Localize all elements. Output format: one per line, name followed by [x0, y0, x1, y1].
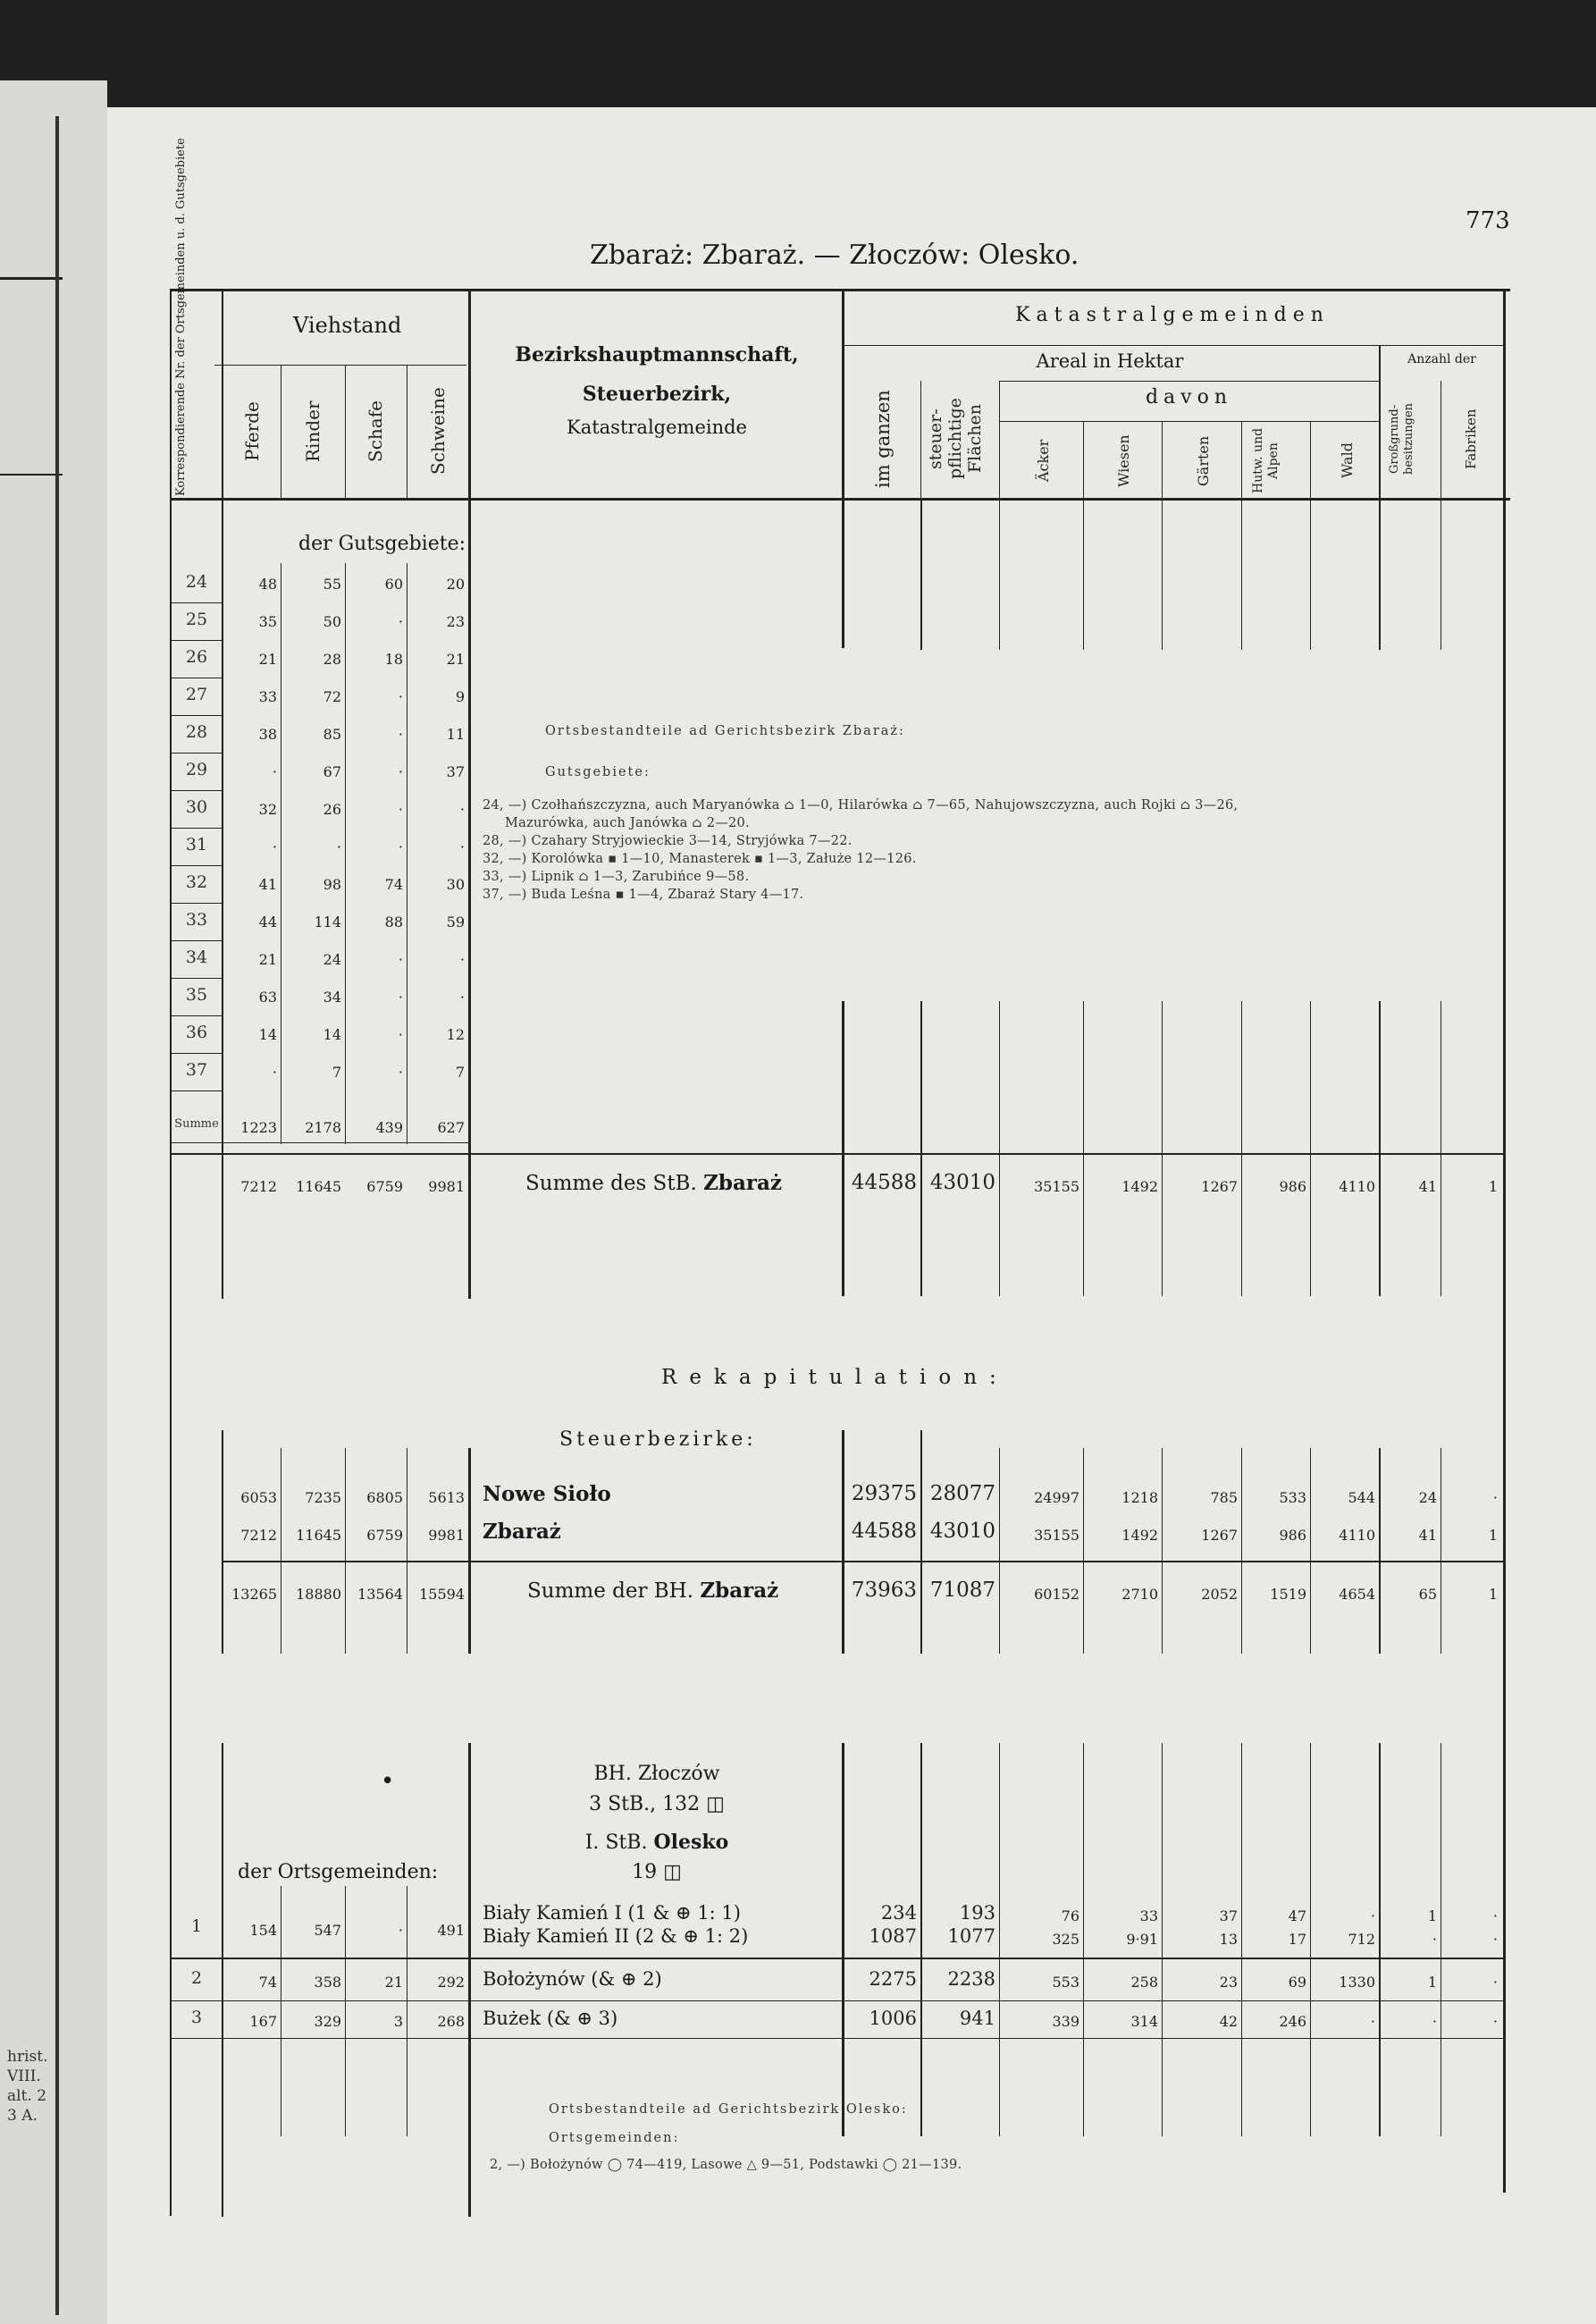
- col-header-steuer: steuer-pflichtige Flächen: [926, 398, 985, 480]
- cell-pferde: 33: [258, 688, 277, 705]
- col-header-hutw: Hutw. und Alpen: [1251, 427, 1281, 494]
- cell-schafe: 21: [384, 1974, 403, 1991]
- row-nr: 2: [190, 1968, 203, 1988]
- col-header-bez2: Steuerbezirk,: [582, 383, 732, 406]
- row-nr: 25: [185, 610, 208, 629]
- cell-schafe: ·: [398, 1026, 403, 1043]
- cell-wiesen: 1218: [1121, 1489, 1158, 1506]
- cell-fabriken: ·: [1492, 1489, 1498, 1506]
- gemeinde-name: Bużek (& ⊕ 3): [483, 2008, 618, 2029]
- cell-fabriken: ·: [1492, 1907, 1498, 1924]
- cell-rinder: 85: [323, 726, 341, 743]
- cell-pferde: 1223: [240, 1119, 277, 1136]
- col-header-bez1: Bezirkshauptmannschaft,: [515, 343, 799, 366]
- cell-schafe: ·: [398, 801, 403, 818]
- cell-wiesen: 1492: [1121, 1527, 1158, 1544]
- cell-schafe: 18: [384, 651, 403, 668]
- cell-rinder: 14: [323, 1026, 341, 1043]
- section-gutsgebiete: der Gutsgebiete:: [298, 533, 466, 555]
- cell-schafe: 60: [384, 576, 403, 593]
- ortsbest-line: 32, —) Korolówka ▪ 1—10, Manasterek ▪ 1—3, Załuże 12—126.: [483, 852, 917, 866]
- row-nr: 28: [185, 722, 208, 742]
- row-nr: 32: [185, 872, 208, 892]
- cell-gaerten: 13: [1219, 1931, 1238, 1948]
- cell-fabriken: ·: [1492, 1931, 1498, 1948]
- summe-stb-gross: 41: [1418, 1178, 1437, 1195]
- cell-schweine: 491: [437, 1922, 465, 1939]
- cell-schweine: 11: [446, 726, 465, 743]
- document-page: [107, 107, 1596, 2324]
- row-nr: 26: [185, 647, 208, 667]
- ortsbest-line: Mazurówka, auch Janówka ⌂ 2—20.: [505, 816, 750, 830]
- summe-bh-pferde: 13265: [231, 1586, 277, 1603]
- cell-pferde: 7212: [240, 1527, 277, 1544]
- cell-schweine: 12: [446, 1026, 465, 1043]
- cell-rinder: 11645: [296, 1527, 341, 1544]
- ortsbest2-sub: Ortsgemeinden:: [549, 2131, 680, 2145]
- summe-stb-wiesen: 1492: [1121, 1178, 1158, 1195]
- cell-gross: ·: [1432, 2013, 1437, 2030]
- row-divider: [170, 903, 222, 904]
- previous-page-edge: [0, 80, 107, 2324]
- bh-stb-count: 3 StB., 132 ◫: [589, 1793, 725, 1815]
- cell-hutw: 47: [1288, 1907, 1306, 1924]
- ortsbest2-heading: Ortsbestandteile ad Gerichtsbezirk Olesko:: [549, 2102, 908, 2117]
- cell-rinder: 28: [323, 651, 341, 668]
- cell-rinder: 2178: [305, 1119, 341, 1136]
- cell-gross: 1: [1427, 1974, 1437, 1991]
- col-header-im-ganzen: im ganzen: [872, 390, 894, 488]
- cell-fabriken: ·: [1492, 1974, 1498, 1991]
- row-divider: [170, 753, 222, 754]
- cell-wiesen: 9·91: [1126, 1931, 1158, 1948]
- summe-stb-schweine: 9981: [428, 1178, 465, 1195]
- row-nr: 24: [185, 572, 208, 592]
- cell-schweine: 627: [437, 1119, 465, 1136]
- cell-hutw: 69: [1288, 1974, 1306, 1991]
- cell-steuer: 2238: [947, 1968, 995, 1990]
- cell-pferde: 44: [258, 914, 277, 930]
- cell-gross: 41: [1418, 1527, 1437, 1544]
- ortsbest-line: 37, —) Buda Leśna ▪ 1—4, Zbaraż Stary 4—17.: [483, 888, 804, 902]
- summe-bh-gaerten: 2052: [1201, 1586, 1238, 1603]
- cell-rinder: ·: [336, 838, 341, 855]
- cell-fabriken: ·: [1492, 2013, 1498, 2030]
- stb-olesko-count: 19 ◫: [632, 1861, 682, 1883]
- margin-note: hrist. VIII. alt. 2 3 A.: [7, 2048, 48, 2125]
- ortsbest-line: 33, —) Lipnik ⌂ 1—3, Zarubińce 9—58.: [483, 870, 750, 884]
- row-nr: 33: [185, 910, 208, 930]
- cell-aecker: 553: [1052, 1974, 1079, 1991]
- cell-pferde: 41: [258, 876, 277, 893]
- cell-pferde: 35: [258, 613, 277, 630]
- cell-wald: 1330: [1339, 1974, 1375, 1991]
- cell-schweine: ·: [459, 801, 465, 818]
- col-header-areal: Areal in Hektar: [1036, 350, 1184, 372]
- col-header-fabriken: Fabriken: [1463, 408, 1479, 469]
- cell-pferde: 38: [258, 726, 277, 743]
- cell-rinder: 7235: [305, 1489, 341, 1506]
- cell-schweine: 23: [446, 613, 465, 630]
- cell-pferde: 21: [258, 651, 277, 668]
- steuerbezirke-heading: Steuerbezirke:: [559, 1428, 757, 1451]
- cell-steuer: 941: [959, 2008, 995, 2029]
- section-ortsgemeinden: der Ortsgemeinden:: [238, 1861, 439, 1883]
- cell-schweine: 21: [446, 651, 465, 668]
- bullet-mark: •: [381, 1768, 395, 1795]
- summe-bh-aecker: 60152: [1034, 1586, 1079, 1603]
- cell-aecker: 76: [1061, 1907, 1079, 1924]
- col-header-nr: Korrespondierende Nr. der Ortsgemeinden u. d. Gutsgebiete: [174, 138, 188, 496]
- cell-schafe: ·: [398, 1922, 403, 1939]
- cell-gross: ·: [1432, 1931, 1437, 1948]
- gemeinde-name: Biały Kamień I (1 & ⊕ 1: 1): [483, 1902, 741, 1924]
- row-nr: 3: [190, 2008, 203, 2027]
- ortsbest-sub: Gutsgebiete:: [545, 765, 651, 779]
- cell-schafe: 6759: [366, 1527, 403, 1544]
- cell-schweine: 20: [446, 576, 465, 593]
- cell-schafe: 6805: [366, 1489, 403, 1506]
- cell-im-ganzen: 44588: [851, 1520, 917, 1543]
- summe-bh-schafe: 13564: [357, 1586, 403, 1603]
- col-header-katastral: Katastralgemeinden: [1015, 304, 1330, 326]
- row-divider: [170, 715, 222, 716]
- cell-aecker: 339: [1052, 2013, 1079, 2030]
- ortsbest2-line: 2, —) Bołożynów ◯ 74—419, Lasowe △ 9—51, Podstawki ◯ 21—139.: [490, 2158, 962, 2172]
- cell-schafe: ·: [398, 989, 403, 1006]
- cell-pferde: 32: [258, 801, 277, 818]
- cell-rinder: 7: [332, 1064, 341, 1081]
- summe-stb-hutw: 986: [1279, 1178, 1306, 1195]
- cell-schweine: ·: [459, 951, 465, 968]
- cell-pferde: 14: [258, 1026, 277, 1043]
- col-header-wiesen: Wiesen: [1115, 434, 1132, 487]
- cell-im-ganzen: 234: [880, 1902, 917, 1924]
- summe-stb-gaerten: 1267: [1201, 1178, 1238, 1195]
- cell-wald: 4110: [1339, 1527, 1375, 1544]
- cell-schweine: 9981: [428, 1527, 465, 1544]
- cell-wiesen: 314: [1130, 2013, 1158, 2030]
- cell-im-ganzen: 29375: [851, 1482, 917, 1505]
- cell-aecker: 325: [1052, 1931, 1079, 1948]
- cell-rinder: 329: [314, 2013, 341, 2030]
- cell-schweine: ·: [459, 838, 465, 855]
- cell-pferde: 63: [258, 989, 277, 1006]
- stb-olesko: I. StB. Olesko: [584, 1831, 729, 1854]
- ortsbest-line: 24, —) Czołhańszczyzna, auch Maryanówka ⌂ 1—0, Hilarówka ⌂ 7—65, Nahujowszczyzna, auch Rojki ⌂ 3—26,: [483, 798, 1239, 813]
- row-nr: 35: [185, 985, 208, 1005]
- row-divider: [170, 602, 222, 603]
- cell-rinder: 50: [323, 613, 341, 630]
- row-nr: 30: [185, 797, 208, 817]
- cell-rinder: 55: [323, 576, 341, 593]
- cell-hutw: 533: [1279, 1489, 1306, 1506]
- summe-bh-steuer: 71087: [929, 1579, 995, 1602]
- row-divider: [170, 865, 222, 866]
- cell-hutw: 986: [1279, 1527, 1306, 1544]
- col-header-pferde: Pferde: [241, 401, 263, 461]
- cell-schafe: ·: [398, 613, 403, 630]
- summe-bh-wald: 4654: [1339, 1586, 1375, 1603]
- cell-rinder: 114: [314, 914, 341, 930]
- steuerbezirk-name: Nowe Sioło: [483, 1482, 611, 1506]
- summe-bh-rinder: 18880: [296, 1586, 341, 1603]
- row-nr: 37: [185, 1060, 208, 1080]
- cell-pferde: 154: [249, 1922, 277, 1939]
- cell-schafe: 439: [375, 1119, 403, 1136]
- row-divider: [170, 1015, 222, 1016]
- steuerbezirk-name: Zbaraż: [483, 1520, 561, 1544]
- cell-gaerten: 785: [1210, 1489, 1238, 1506]
- cell-schafe: 3: [393, 2013, 403, 2030]
- cell-steuer: 1077: [947, 1925, 995, 1947]
- col-header-viehstand: Viehstand: [293, 313, 402, 338]
- cell-schafe: ·: [398, 951, 403, 968]
- cell-schafe: ·: [398, 726, 403, 743]
- cell-pferde: ·: [272, 1064, 277, 1081]
- row-divider: [170, 940, 222, 941]
- page-number: 773: [1466, 207, 1510, 234]
- summe-stb-pferde: 7212: [240, 1178, 277, 1195]
- cell-schweine: 37: [446, 763, 465, 780]
- cell-schweine: 292: [437, 1974, 465, 1991]
- row-nr: 27: [185, 685, 208, 704]
- cell-gross: 1: [1427, 1907, 1437, 1924]
- cell-hutw: 246: [1279, 2013, 1306, 2030]
- col-header-schafe: Schafe: [365, 400, 386, 462]
- cell-wald: ·: [1370, 1907, 1375, 1924]
- summe-stb-im-ganzen: 44588: [851, 1171, 917, 1194]
- row-divider: [170, 640, 222, 641]
- cell-rinder: 547: [314, 1922, 341, 1939]
- rekapitulation-heading: Rekapitulation:: [661, 1366, 1009, 1389]
- row-divider: [170, 1053, 222, 1054]
- cell-wald: ·: [1370, 2013, 1375, 2030]
- cell-rinder: 26: [323, 801, 341, 818]
- cell-pferde: 6053: [240, 1489, 277, 1506]
- summe-stb-steuer: 43010: [929, 1171, 995, 1194]
- summe-bh-schweine: 15594: [419, 1586, 465, 1603]
- summe-bh-label: Summe der BH. Zbaraż: [527, 1579, 779, 1603]
- summe-stb-aecker: 35155: [1034, 1178, 1079, 1195]
- row-divider: [170, 790, 222, 791]
- col-header-anzahl: Anzahl der: [1407, 352, 1476, 366]
- gemeinde-name: Bołożynów (& ⊕ 2): [483, 1968, 662, 1990]
- summe-stb-schafe: 6759: [366, 1178, 403, 1195]
- cell-rinder: 67: [323, 763, 341, 780]
- cell-wald: 544: [1348, 1489, 1375, 1506]
- cell-schweine: 30: [446, 876, 465, 893]
- cell-steuer: 43010: [929, 1520, 995, 1543]
- cell-pferde: 48: [258, 576, 277, 593]
- row-divider: [170, 828, 222, 829]
- cell-aecker: 24997: [1034, 1489, 1079, 1506]
- row-nr: 31: [185, 835, 208, 855]
- cell-wald: 712: [1348, 1931, 1375, 1948]
- col-header-bez3: Katastralgemeinde: [567, 417, 747, 438]
- cell-schafe: ·: [398, 838, 403, 855]
- cell-rinder: 98: [323, 876, 341, 893]
- cell-hutw: 17: [1288, 1931, 1306, 1948]
- cell-rinder: 34: [323, 989, 341, 1006]
- cell-wiesen: 33: [1139, 1907, 1158, 1924]
- cell-schweine: 268: [437, 2013, 465, 2030]
- cell-schafe: ·: [398, 1064, 403, 1081]
- cell-schafe: 74: [384, 876, 403, 893]
- cell-im-ganzen: 1087: [869, 1925, 917, 1947]
- cell-schafe: ·: [398, 763, 403, 780]
- cell-fabriken: 1: [1488, 1527, 1498, 1544]
- row-summe-label: Summe: [174, 1117, 219, 1131]
- row-nr: 1: [190, 1916, 203, 1936]
- summe-bh-hutw: 1519: [1270, 1586, 1306, 1603]
- bh-name: BH. Złoczów: [593, 1763, 720, 1785]
- summe-bh-fabriken: 1: [1488, 1586, 1498, 1603]
- page-title: Zbaraż: Zbaraż. — Złoczów: Olesko.: [590, 240, 1079, 271]
- cell-gaerten: 37: [1219, 1907, 1238, 1924]
- row-divider: [170, 1090, 222, 1091]
- cell-im-ganzen: 1006: [869, 2008, 917, 2029]
- cell-aecker: 35155: [1034, 1527, 1079, 1544]
- summe-bh-im-ganzen: 73963: [851, 1579, 917, 1602]
- cell-pferde: ·: [272, 763, 277, 780]
- summe-bh-gross: 65: [1418, 1586, 1437, 1603]
- row-nr: 36: [185, 1023, 208, 1042]
- col-header-davon: davon: [1145, 386, 1233, 408]
- cell-schweine: 9: [455, 688, 465, 705]
- col-header-gaerten: Gärten: [1195, 435, 1212, 486]
- cell-steuer: 193: [959, 1902, 995, 1924]
- cell-gaerten: 1267: [1201, 1527, 1238, 1544]
- cell-wiesen: 258: [1130, 1974, 1158, 1991]
- cell-schweine: ·: [459, 989, 465, 1006]
- cell-gaerten: 23: [1219, 1974, 1238, 1991]
- ortsbest-heading: Ortsbestandteile ad Gerichtsbezirk Zbaraż:: [545, 724, 905, 738]
- cell-schweine: 7: [455, 1064, 465, 1081]
- cell-steuer: 28077: [929, 1482, 995, 1505]
- summe-bh-wiesen: 2710: [1121, 1586, 1158, 1603]
- cell-rinder: 358: [314, 1974, 341, 1991]
- cell-schweine: 59: [446, 914, 465, 930]
- gemeinde-name: Biały Kamień II (2 & ⊕ 1: 2): [483, 1925, 749, 1947]
- col-header-wald: Wald: [1339, 442, 1356, 479]
- cell-pferde: 74: [258, 1974, 277, 1991]
- row-nr: 29: [185, 760, 208, 779]
- ortsbest-line: 28, —) Czahary Stryjowieckie 3—14, Stryjówka 7—22.: [483, 834, 853, 848]
- summe-stb-label: Summe des StB. Zbaraż: [525, 1171, 782, 1195]
- col-header-schweine: Schweine: [427, 387, 449, 476]
- cell-rinder: 24: [323, 951, 341, 968]
- summe-stb-fabriken: 1: [1488, 1178, 1498, 1195]
- cell-pferde: 21: [258, 951, 277, 968]
- summe-stb-wald: 4110: [1339, 1178, 1375, 1195]
- cell-gaerten: 42: [1219, 2013, 1238, 2030]
- row-nr: 34: [185, 947, 208, 967]
- cell-schafe: ·: [398, 688, 403, 705]
- summe-stb-rinder: 11645: [296, 1178, 341, 1195]
- col-header-aecker: Äcker: [1035, 439, 1052, 483]
- row-divider: [170, 978, 222, 979]
- cell-schafe: 88: [384, 914, 403, 930]
- cell-schweine: 5613: [428, 1489, 465, 1506]
- col-header-rinder: Rinder: [302, 400, 323, 462]
- cell-pferde: 167: [249, 2013, 277, 2030]
- cell-rinder: 72: [323, 688, 341, 705]
- cell-gross: 24: [1418, 1489, 1437, 1506]
- cell-pferde: ·: [272, 838, 277, 855]
- cell-im-ganzen: 2275: [869, 1968, 917, 1990]
- col-header-gross: Großgrund-besitzungen: [1388, 402, 1415, 476]
